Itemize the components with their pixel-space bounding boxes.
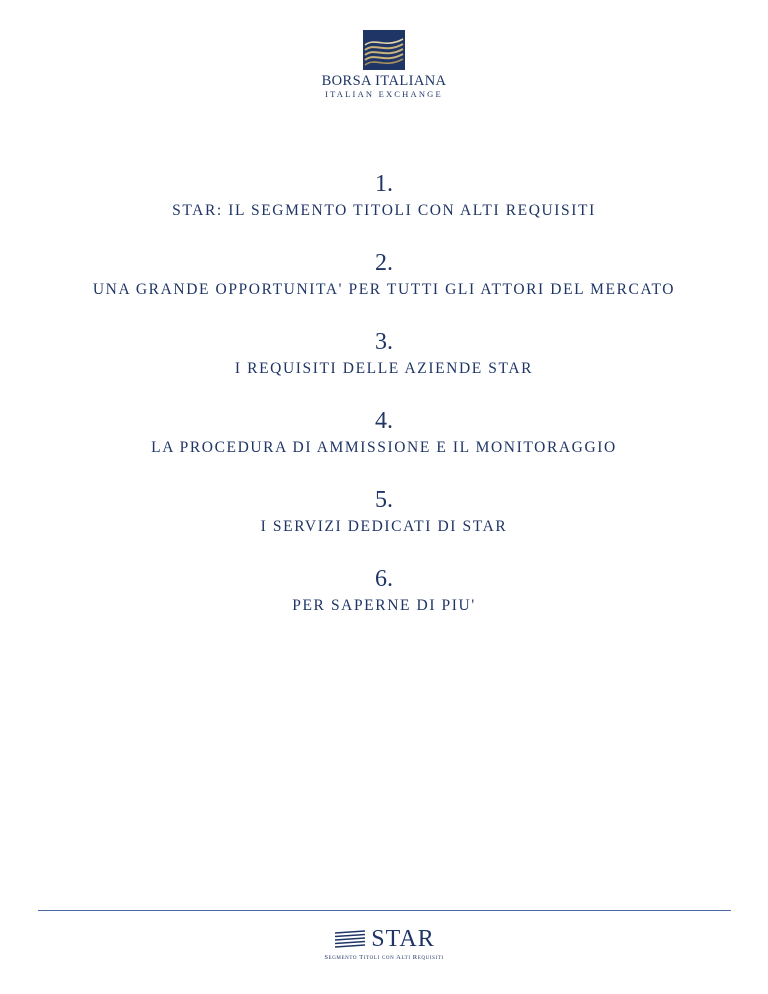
toc-number: 5. <box>375 487 393 513</box>
toc-title: I REQUISITI DELLE AZIENDE STAR <box>234 360 534 377</box>
toc-item-2[interactable] <box>0 249 768 328</box>
toc-number: 3. <box>375 329 393 355</box>
toc-title: UNA GRANDE OPPORTUNITA' PER TUTTI GLI ATTORI DEL MERCATO <box>92 281 676 298</box>
toc-item-3[interactable] <box>0 328 768 407</box>
star-tagline: Segmento Titoli con Alti Requisiti <box>324 954 444 961</box>
borsa-italiana-logo <box>0 30 768 100</box>
star-logo-row <box>333 927 434 951</box>
toc-number: 1. <box>375 171 393 197</box>
toc-item-5[interactable] <box>0 486 768 565</box>
toc-title: I SERVIZI DEDICATI DI STAR <box>260 518 508 535</box>
toc-item-6[interactable] <box>0 565 768 644</box>
toc-title: STAR: IL SEGMENTO TITOLI CON ALTI REQUISITI <box>172 202 596 219</box>
logo-tagline: ITALIAN EXCHANGE <box>325 89 443 99</box>
footer-divider <box>38 910 731 911</box>
borsa-italiana-waves-icon <box>363 30 405 70</box>
toc-number: 4. <box>375 408 393 434</box>
logo-name: BORSA ITALIANA <box>321 73 447 89</box>
toc-number: 2. <box>375 250 393 276</box>
toc-title: PER SAPERNE DI PIU' <box>292 597 476 614</box>
toc-title: LA PROCEDURA DI AMMISSIONE E IL MONITORAGGIO <box>151 439 617 456</box>
star-wordmark: STAR <box>371 926 435 952</box>
star-logo <box>0 927 768 961</box>
toc-item-1[interactable] <box>0 170 768 249</box>
table-of-contents <box>0 170 768 644</box>
toc-item-4[interactable] <box>0 407 768 486</box>
toc-number: 6. <box>375 566 393 592</box>
star-lines-icon <box>333 930 367 948</box>
